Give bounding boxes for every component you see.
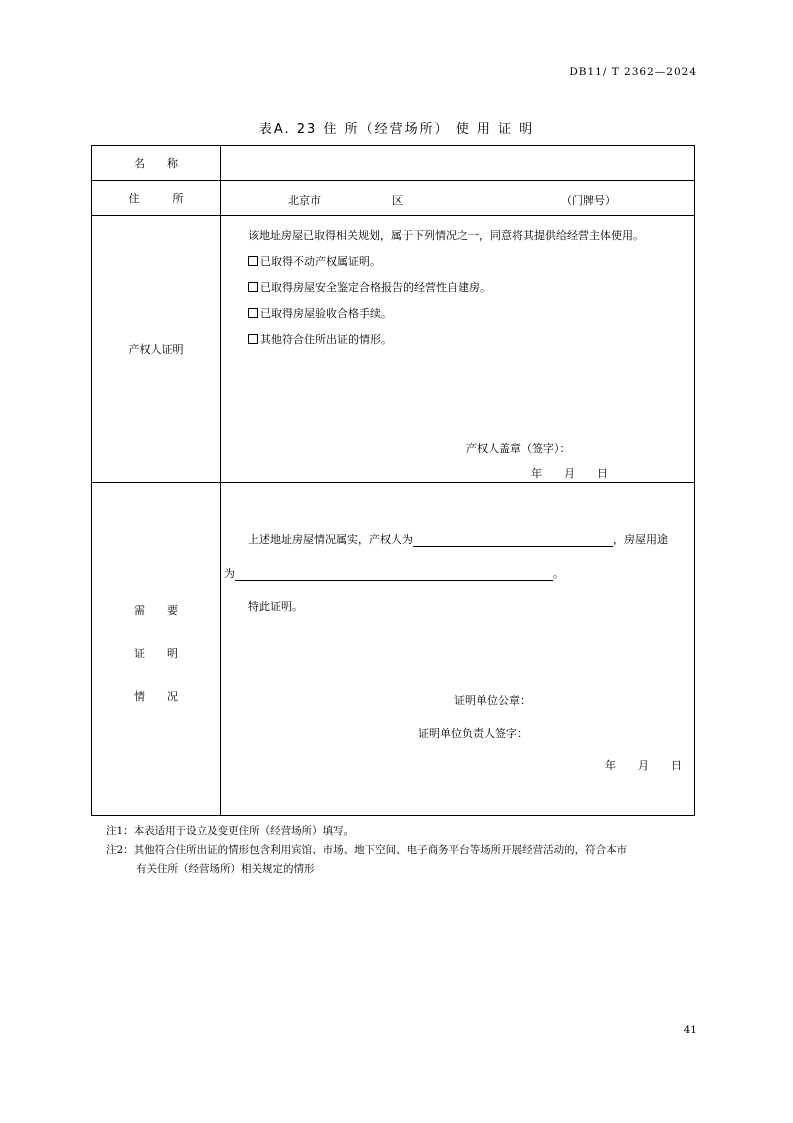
row-owner	[92, 216, 695, 483]
note-1: 注1：本表适用于设立及变更住所（经营场所）填写。	[106, 825, 355, 837]
note-2: 注2：其他符合住所出证的情形包含利用宾馆、市场、地下空间、电子商务平台等场所开展经营活动的，符合本市	[106, 844, 628, 856]
row-address	[92, 181, 695, 216]
document-code: DB11/ T 2362—2024	[569, 66, 697, 78]
checkbox[interactable]	[248, 308, 258, 318]
option-other[interactable]: 其他符合住所出证的情形。	[248, 331, 392, 347]
owner-intro: 该地址房屋已取得相关规划，属于下列情况之一，同意将其提供给经营主体使用。	[248, 229, 644, 242]
option-property-cert[interactable]: 已取得不动产权属证明。	[248, 253, 381, 269]
address-city: 北京市	[288, 194, 321, 207]
need-label-line1: 需 要	[134, 604, 178, 617]
option-acceptance[interactable]: 已取得房屋验收合格手续。	[248, 305, 392, 321]
need-label-line2: 证 明	[134, 647, 178, 660]
need-statement-line1: 上述地址房屋情况属实，产权人为 ，房屋用途	[248, 533, 668, 546]
row-name	[92, 146, 695, 181]
owner-seal-label: 产权人盖章（签字）：	[466, 442, 571, 455]
row-need-certify	[92, 483, 695, 816]
owner-certification	[221, 216, 695, 483]
need-label	[92, 483, 221, 816]
owner-date: 年 月 日	[531, 467, 608, 480]
unit-seal-label: 证明单位公章：	[454, 694, 531, 707]
note-2-continued: 有关住所（经营场所）相关规定的情形	[136, 863, 315, 875]
unit-date: 年 月 日	[605, 759, 682, 772]
certificate-table	[91, 145, 695, 816]
name-value[interactable]	[221, 146, 695, 181]
need-certify-content	[221, 483, 695, 816]
address-district: 区	[392, 194, 403, 207]
usage-blank[interactable]	[235, 568, 553, 581]
owner-name-blank[interactable]	[413, 534, 613, 547]
checkbox[interactable]	[248, 282, 258, 292]
page-number: 41	[683, 1024, 697, 1036]
checkbox[interactable]	[248, 256, 258, 266]
address-house-number: （门牌号）	[561, 194, 616, 207]
option-safety-report[interactable]: 已取得房屋安全鉴定合格报告的经营性自建房。	[248, 279, 491, 295]
unit-head-sign-label: 证明单位负责人签字：	[418, 727, 528, 740]
page-title: 表A. 23 住 所（经营场所） 使 用 证 明	[258, 122, 535, 137]
address-label: 住 所	[92, 181, 221, 216]
need-statement-line2: 为 。	[224, 567, 564, 580]
name-label: 名 称	[92, 146, 221, 181]
owner-label: 产权人证明	[92, 216, 221, 483]
address-value[interactable]	[221, 181, 695, 216]
certify-hereby: 特此证明。	[248, 600, 303, 613]
checkbox[interactable]	[248, 334, 258, 344]
need-label-line3: 情 况	[134, 690, 178, 703]
